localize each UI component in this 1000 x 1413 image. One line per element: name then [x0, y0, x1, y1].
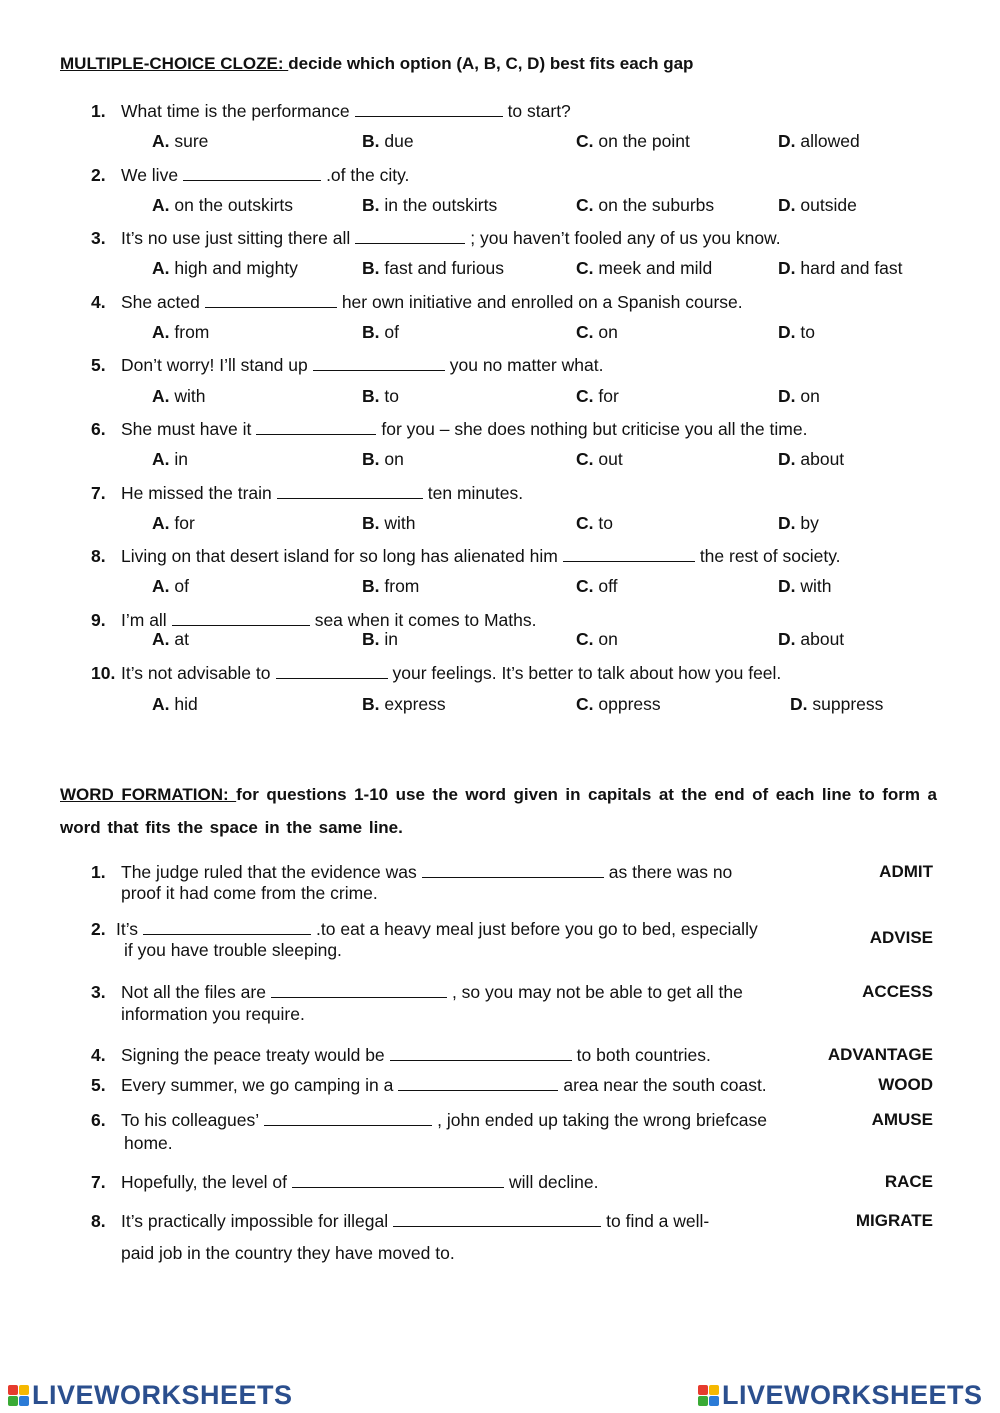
option-text: from	[384, 576, 420, 596]
option-b[interactable]	[362, 322, 399, 343]
option-b[interactable]	[362, 195, 497, 216]
answer-blank[interactable]	[355, 101, 503, 117]
option-text: for	[598, 386, 619, 406]
option-letter: D.	[778, 629, 796, 649]
wf-text-before: Every summer, we go camping in a	[121, 1075, 394, 1095]
option-text: by	[800, 513, 819, 533]
question-text-after: the rest of society.	[699, 546, 841, 566]
question-text-after: to start?	[507, 101, 571, 121]
option-a[interactable]	[152, 322, 209, 343]
option-text: sure	[174, 131, 209, 151]
wf-number: 7.	[91, 1172, 106, 1192]
option-letter: C.	[576, 629, 594, 649]
option-text: with	[174, 386, 206, 406]
option-text: about	[800, 449, 845, 469]
wf-text-after: will decline.	[509, 1172, 599, 1192]
option-text: outside	[800, 195, 857, 215]
wf-answer-blank[interactable]	[398, 1075, 558, 1091]
question-text-before: Living on that desert island for so long has alienated him	[121, 546, 558, 566]
wf-capital-word: ADVISE	[869, 928, 933, 947]
option-text: on	[598, 322, 618, 342]
wf-capital-word: WOOD	[878, 1075, 933, 1094]
option-text: on	[598, 629, 618, 649]
option-c[interactable]	[576, 576, 618, 597]
option-d[interactable]	[778, 629, 844, 650]
wf-capital-word: RACE	[884, 1172, 933, 1191]
option-letter: A.	[152, 386, 170, 406]
option-c[interactable]	[576, 195, 714, 216]
wf-answer-blank[interactable]	[393, 1211, 601, 1227]
question-text-after: ; you haven’t fooled any of us you know.	[470, 228, 781, 248]
option-text: with	[800, 576, 832, 596]
question-text-before: It’s not advisable to	[121, 663, 271, 683]
wf-answer-blank[interactable]	[271, 982, 447, 998]
option-letter: C.	[576, 449, 594, 469]
answer-blank[interactable]	[277, 483, 423, 499]
option-text: with	[384, 513, 416, 533]
option-letter: D.	[778, 258, 796, 278]
wf-text-after: to both countries.	[576, 1045, 711, 1065]
option-letter: A.	[152, 576, 170, 596]
option-c[interactable]	[576, 629, 618, 650]
option-letter: B.	[362, 449, 380, 469]
option-text: fast and furious	[384, 258, 505, 278]
option-letter: D.	[778, 322, 796, 342]
option-letter: B.	[362, 258, 380, 278]
option-c[interactable]	[576, 386, 619, 407]
option-a[interactable]	[152, 195, 293, 216]
answer-blank[interactable]	[355, 228, 465, 244]
option-c[interactable]	[576, 513, 613, 534]
option-letter: D.	[778, 576, 796, 596]
wf-line	[91, 862, 732, 883]
wf-heading-title: WORD FORMATION:	[60, 785, 237, 804]
wf-text-before: To his colleagues’	[121, 1110, 260, 1130]
option-b[interactable]	[362, 386, 399, 407]
wf-line	[91, 982, 743, 1003]
wf-text-after: , john ended up taking the wrong briefcase	[437, 1110, 767, 1130]
option-text: oppress	[598, 694, 661, 714]
option-b[interactable]	[362, 258, 504, 279]
option-text: express	[384, 694, 446, 714]
option-c[interactable]	[576, 322, 618, 343]
answer-blank[interactable]	[563, 546, 695, 562]
wf-number: 3.	[91, 982, 106, 1002]
wf-capital-word: ACCESS	[862, 982, 933, 1001]
option-letter: A.	[152, 694, 170, 714]
option-text: due	[384, 131, 414, 151]
option-a[interactable]	[152, 386, 206, 407]
question-number: 4.	[91, 292, 106, 312]
question-text-before: What time is the performance	[121, 101, 350, 121]
question-number: 2.	[91, 165, 106, 185]
footer-logo-left-text: LIVEWORKSHEETS	[32, 1380, 293, 1410]
question-number: 3.	[91, 228, 106, 248]
option-letter: C.	[576, 258, 594, 278]
wf-number: 1.	[91, 862, 106, 882]
wf-answer-blank[interactable]	[292, 1172, 504, 1188]
wf-answer-blank[interactable]	[143, 919, 311, 935]
wf-capital-word: AMUSE	[871, 1110, 933, 1129]
option-a[interactable]	[152, 694, 198, 715]
option-letter: B.	[362, 322, 380, 342]
question-line	[91, 663, 781, 684]
wf-text-after: as there was no	[608, 862, 733, 882]
wf-number: 6.	[91, 1110, 106, 1130]
option-d[interactable]	[778, 258, 903, 279]
option-text: in the outskirts	[384, 195, 498, 215]
wf-text-before: Hopefully, the level of	[121, 1172, 288, 1192]
liveworksheets-icon	[698, 1385, 719, 1406]
option-text: of	[384, 322, 399, 342]
option-text: hard and fast	[800, 258, 903, 278]
wf-line	[91, 1211, 709, 1232]
option-text: for	[174, 513, 195, 533]
wf-continuation: proof it had come from the crime.	[121, 883, 378, 903]
option-b[interactable]	[362, 513, 416, 534]
question-text-after: sea when it comes to Maths.	[314, 610, 537, 630]
option-a[interactable]	[152, 513, 195, 534]
question-number: 7.	[91, 483, 106, 503]
option-b[interactable]	[362, 576, 419, 597]
mc-heading-title: MULTIPLE-CHOICE CLOZE:	[60, 54, 289, 73]
option-b[interactable]	[362, 694, 446, 715]
wf-text-after: area near the south coast.	[563, 1075, 767, 1095]
question-text-after: for you – she does nothing but criticise you all the time.	[381, 419, 808, 439]
option-d[interactable]	[778, 195, 857, 216]
option-text: on the outskirts	[174, 195, 294, 215]
wf-line	[91, 1172, 599, 1193]
question-text-before: She acted	[121, 292, 200, 312]
option-letter: D.	[778, 449, 796, 469]
option-letter: B.	[362, 694, 380, 714]
question-text-after: you no matter what.	[449, 355, 604, 375]
wf-line	[91, 1075, 767, 1096]
option-text: to	[800, 322, 815, 342]
question-line	[91, 292, 743, 313]
wf-number: 8.	[91, 1211, 106, 1231]
option-c[interactable]	[576, 694, 661, 715]
option-c[interactable]	[576, 449, 623, 470]
question-line	[91, 165, 409, 186]
question-text-before: It’s no use just sitting there all	[121, 228, 351, 248]
question-text-before: We live	[121, 165, 179, 185]
question-number: 8.	[91, 546, 106, 566]
option-a[interactable]	[152, 131, 208, 152]
wf-capital-word: ADVANTAGE	[827, 1045, 933, 1064]
option-d[interactable]	[778, 131, 860, 152]
wf-line	[91, 1110, 767, 1131]
mc-heading	[60, 54, 693, 74]
option-text: to	[384, 386, 399, 406]
option-text: in	[384, 629, 398, 649]
answer-blank[interactable]	[183, 165, 321, 181]
option-d[interactable]	[778, 513, 819, 534]
mc-heading-instruction: decide which option (A, B, C, D) best fits each gap	[288, 54, 694, 73]
question-number: 10.	[91, 663, 116, 683]
option-letter: C.	[576, 131, 594, 151]
answer-blank[interactable]	[256, 419, 376, 435]
option-c[interactable]	[576, 258, 712, 279]
question-line	[91, 355, 603, 376]
wf-line	[91, 919, 758, 940]
question-text-after: your feelings. It’s better to talk about how you feel.	[392, 663, 782, 683]
wf-number: 5.	[91, 1075, 106, 1095]
wf-heading-instruction: for questions 1-10 use the word given in capitals at the end of each line to form a word that fits the space in the same line.	[60, 785, 937, 837]
option-text: off	[598, 576, 618, 596]
option-letter: C.	[576, 322, 594, 342]
footer-logo-right-text: LIVEWORKSHEETS	[722, 1380, 983, 1410]
option-text: high and mighty	[174, 258, 298, 278]
wf-answer-blank[interactable]	[422, 862, 604, 878]
option-text: of	[174, 576, 189, 596]
answer-blank[interactable]	[313, 355, 445, 371]
option-letter: D.	[778, 131, 796, 151]
option-letter: C.	[576, 195, 594, 215]
option-c[interactable]	[576, 131, 690, 152]
wf-answer-blank[interactable]	[390, 1045, 572, 1061]
wf-continuation: if you have trouble sleeping.	[124, 940, 342, 960]
option-text: on	[384, 449, 404, 469]
option-text: at	[174, 629, 189, 649]
option-letter: B.	[362, 629, 380, 649]
option-letter: C.	[576, 513, 594, 533]
option-text: about	[800, 629, 845, 649]
wf-text-after: to find a well-	[606, 1211, 710, 1231]
wf-text-after: , so you may not be able to get all the	[451, 982, 743, 1002]
option-letter: A.	[152, 513, 170, 533]
option-a[interactable]	[152, 258, 298, 279]
option-text: on the point	[598, 131, 690, 151]
question-line	[91, 483, 523, 504]
option-letter: B.	[362, 513, 380, 533]
option-letter: A.	[152, 449, 170, 469]
wf-text-before: The judge ruled that the evidence was	[121, 862, 417, 882]
liveworksheets-icon	[8, 1385, 29, 1406]
question-number: 6.	[91, 419, 106, 439]
wf-capital-word: ADMIT	[879, 862, 933, 881]
option-letter: A.	[152, 258, 170, 278]
wf-text-after: .to eat a heavy meal just before you go to bed, especially	[316, 919, 758, 939]
footer-logo-right[interactable]	[698, 1380, 983, 1411]
option-letter: A.	[152, 131, 170, 151]
wf-continuation: information you require.	[121, 1004, 305, 1024]
option-letter: C.	[576, 694, 594, 714]
option-text: from	[174, 322, 210, 342]
option-letter: A.	[152, 629, 170, 649]
answer-blank[interactable]	[205, 292, 337, 308]
question-text-after: her own initiative and enrolled on a Spanish course.	[341, 292, 743, 312]
wf-line	[91, 1045, 711, 1066]
option-letter: A.	[152, 322, 170, 342]
question-text-after: ten minutes.	[427, 483, 524, 503]
option-letter: D.	[790, 694, 808, 714]
question-line	[91, 610, 536, 631]
option-letter: C.	[576, 386, 594, 406]
question-number: 1.	[91, 101, 106, 121]
question-text-before: Don’t worry! I’ll stand up	[121, 355, 308, 375]
option-text: on	[800, 386, 820, 406]
option-d[interactable]	[790, 694, 883, 715]
option-letter: A.	[152, 195, 170, 215]
answer-blank[interactable]	[172, 610, 310, 626]
question-line	[91, 228, 781, 249]
question-text-before: I’m all	[121, 610, 167, 630]
option-d[interactable]	[778, 576, 832, 597]
answer-blank[interactable]	[276, 663, 388, 679]
question-number: 9.	[91, 610, 106, 630]
option-text: meek and mild	[598, 258, 713, 278]
option-b[interactable]	[362, 131, 414, 152]
option-a[interactable]	[152, 629, 189, 650]
option-a[interactable]	[152, 576, 189, 597]
question-line	[91, 546, 841, 567]
wf-continuation: home.	[124, 1133, 173, 1153]
wf-number: 2.	[91, 919, 106, 939]
wf-heading	[60, 778, 937, 844]
option-letter: B.	[362, 576, 380, 596]
wf-text-before: It’s	[116, 919, 139, 939]
option-letter: B.	[362, 386, 380, 406]
wf-text-before: Signing the peace treaty would be	[121, 1045, 385, 1065]
option-text: in	[174, 449, 188, 469]
wf-continuation: paid job in the country they have moved to.	[121, 1243, 455, 1263]
wf-text-before: Not all the files are	[121, 982, 266, 1002]
option-d[interactable]	[778, 322, 815, 343]
question-text-after: .of the city.	[326, 165, 410, 185]
question-number: 5.	[91, 355, 106, 375]
option-d[interactable]	[778, 449, 844, 470]
option-b[interactable]	[362, 449, 404, 470]
option-text: allowed	[800, 131, 860, 151]
option-text: on the suburbs	[598, 195, 715, 215]
option-letter: D.	[778, 513, 796, 533]
question-text-before: He missed the train	[121, 483, 272, 503]
option-a[interactable]	[152, 449, 188, 470]
wf-number: 4.	[91, 1045, 106, 1065]
option-d[interactable]	[778, 386, 820, 407]
option-letter: B.	[362, 131, 380, 151]
option-letter: C.	[576, 576, 594, 596]
option-letter: B.	[362, 195, 380, 215]
question-text-before: She must have it	[121, 419, 252, 439]
option-text: out	[598, 449, 623, 469]
option-b[interactable]	[362, 629, 398, 650]
option-text: suppress	[812, 694, 884, 714]
option-text: to	[598, 513, 613, 533]
question-line	[91, 419, 807, 440]
option-letter: D.	[778, 386, 796, 406]
option-text: hid	[174, 694, 198, 714]
footer-logo-left[interactable]	[8, 1380, 293, 1411]
wf-answer-blank[interactable]	[264, 1110, 432, 1126]
question-line	[91, 101, 571, 122]
wf-capital-word: MIGRATE	[855, 1211, 933, 1230]
wf-text-before: It’s practically impossible for illegal	[121, 1211, 389, 1231]
option-letter: D.	[778, 195, 796, 215]
